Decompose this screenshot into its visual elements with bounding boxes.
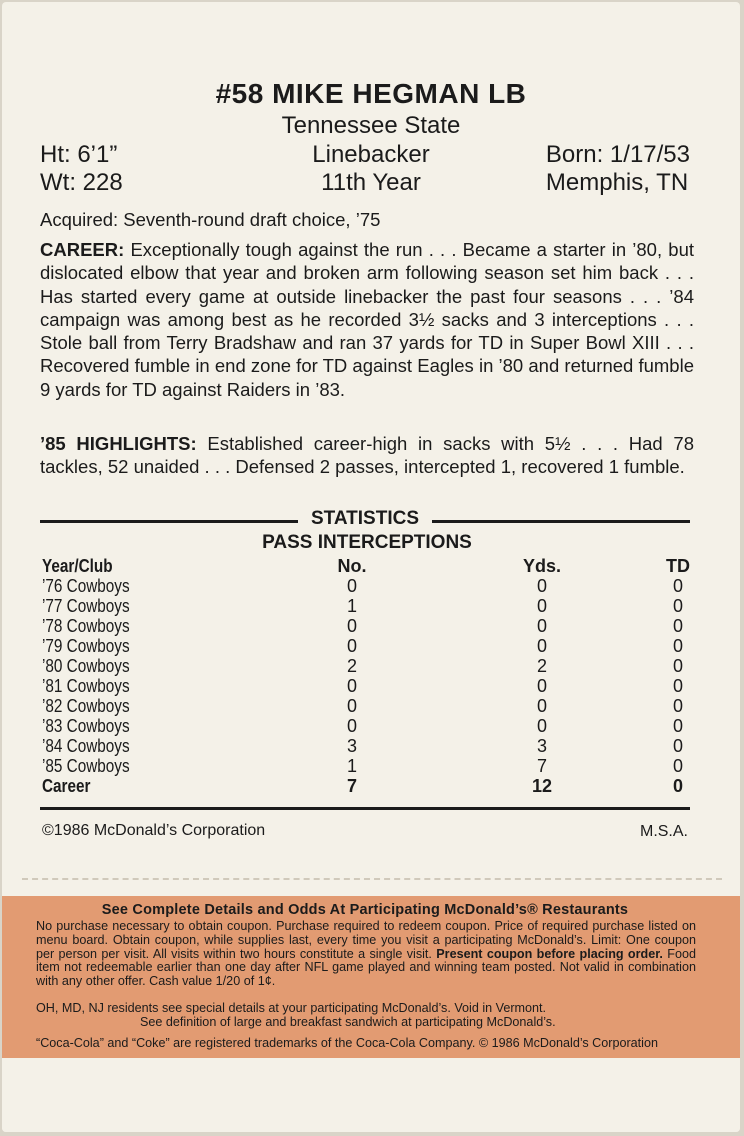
stats-row xyxy=(42,616,692,636)
highlights-label: ’85 HIGHLIGHTS: xyxy=(40,433,197,454)
stats-row xyxy=(42,756,692,776)
coupon-rules-2: Food item not redeemable earlier than one day after NFL game played and winning team posted. Not valid in combination with any other offer. Cash value 1/20 of 1¢. xyxy=(36,946,697,989)
yds-cell: 0 xyxy=(536,636,547,656)
coupon-panel xyxy=(2,896,740,1058)
year-club-cell: ’81 Cowboys xyxy=(42,676,130,696)
yds-cell: 0 xyxy=(536,676,547,696)
coupon-rules-bold: Present coupon before placing order. xyxy=(436,946,663,961)
acquired-text: Acquired: Seventh-round draft choice, ’75 xyxy=(40,209,381,230)
coupon-definition: See definition of large and breakfast sandwich at participating McDonald’s. xyxy=(140,1014,556,1029)
pass-interceptions-heading: PASS INTERCEPTIONS xyxy=(262,532,472,553)
card-bottom-margin xyxy=(2,1058,740,1132)
stats-row xyxy=(42,696,692,716)
stats-row xyxy=(42,656,692,676)
coupon-trademark: “Coca-Cola” and “Coke” are registered trademarks of the Coca-Cola Company. © 1986 McDonald’s Corporation xyxy=(36,1036,658,1050)
col-no: No. xyxy=(337,556,367,576)
player-title: #58 MIKE HEGMAN LB xyxy=(215,78,527,109)
position-label: Linebacker xyxy=(312,141,430,168)
height-label: Ht: 6’1” xyxy=(40,141,118,168)
career-text: Exceptionally tough against the run . . . Became a starter in ’80, but dislocated elbow that year and broken arm following season set him back . . . Has started every game at outside linebacker the past four seasons . . . ’84 campaign was among best as he recorded 3½ sacks and 3 interceptions . . . Stole ball from Terry Bradshaw and ran 37 yards for TD in Super Bowl XIII . . . Recovered fumble in end zone for TD against Eagles in ’80 and returned fumble 9 yards for TD against Raiders in ’83. xyxy=(40,239,694,400)
td-cell: 0 xyxy=(672,596,683,616)
no-cell: 0 xyxy=(346,676,357,696)
stats-row xyxy=(42,576,692,596)
career-td: 0 xyxy=(672,776,683,796)
stats-header-row xyxy=(42,556,692,576)
no-cell: 3 xyxy=(346,736,357,756)
stats-row xyxy=(42,736,692,756)
no-cell: 0 xyxy=(346,636,357,656)
born-label: Born: 1/17/53 xyxy=(545,141,690,168)
statistics-label: STATISTICS xyxy=(310,508,420,529)
td-cell: 0 xyxy=(672,656,683,676)
year-club-cell: ’83 Cowboys xyxy=(42,716,130,736)
yds-cell: 7 xyxy=(536,756,547,776)
stats-row xyxy=(42,636,692,656)
year-label: 11th Year xyxy=(321,169,421,196)
year-club-cell: ’77 Cowboys xyxy=(42,596,130,616)
td-cell: 0 xyxy=(672,716,683,736)
no-cell: 1 xyxy=(346,756,357,776)
col-year-club: Year/Club xyxy=(42,556,113,576)
career-cell: Career xyxy=(42,776,91,796)
highlights-paragraph xyxy=(40,432,694,479)
coupon-residents: OH, MD, NJ residents see special details at your participating McDonald’s. Void in Vermont. xyxy=(36,1001,547,1015)
no-cell: 0 xyxy=(346,696,357,716)
coupon-notes xyxy=(36,1002,696,1030)
career-paragraph xyxy=(40,238,694,401)
td-cell: 0 xyxy=(672,736,683,756)
td-cell: 0 xyxy=(672,636,683,656)
td-cell: 0 xyxy=(672,756,683,776)
perforation-line xyxy=(22,878,722,880)
yds-cell: 0 xyxy=(536,596,547,616)
trading-card-back xyxy=(2,2,740,1132)
col-td: TD xyxy=(666,556,690,576)
year-club-cell: ’85 Cowboys xyxy=(42,756,130,776)
hometown-label: Memphis, TN xyxy=(545,169,689,196)
career-yds: 12 xyxy=(531,776,553,796)
stats-rows xyxy=(42,576,692,776)
coupon-rules-1: No purchase necessary to obtain coupon. Purchase required to redeem coupon. Price of required purchase listed on menu board. Obtain coupon, while supplies last, every time you visit a participating McDonald’s. Limit: One coupon per person per visit. All visits within two hours constitute a single visit. xyxy=(36,919,696,961)
no-cell: 1 xyxy=(346,596,357,616)
year-club-cell: ’84 Cowboys xyxy=(42,736,130,756)
no-cell: 0 xyxy=(346,576,357,596)
col-yds: Yds. xyxy=(522,556,561,576)
year-club-cell: ’79 Cowboys xyxy=(42,636,130,656)
yds-cell: 0 xyxy=(536,716,547,736)
copyright-text: ©1986 McDonald’s Corporation xyxy=(42,822,266,839)
yds-cell: 2 xyxy=(536,656,547,676)
player-school: Tennessee State xyxy=(281,112,461,139)
weight-label: Wt: 228 xyxy=(40,169,123,196)
td-cell: 0 xyxy=(672,576,683,596)
td-cell: 0 xyxy=(672,616,683,636)
year-club-cell: ’76 Cowboys xyxy=(42,576,130,596)
stats-career-row xyxy=(42,776,692,796)
year-club-cell: ’82 Cowboys xyxy=(42,696,130,716)
statistics-heading xyxy=(40,508,690,534)
birth-info xyxy=(546,141,690,197)
coupon-rules xyxy=(36,920,696,989)
career-label: CAREER: xyxy=(40,239,125,260)
stats-row xyxy=(42,596,692,616)
no-cell: 0 xyxy=(346,716,357,736)
stats-bottom-rule xyxy=(40,807,690,810)
yds-cell: 0 xyxy=(536,576,547,596)
stats-row xyxy=(42,676,692,696)
rule-right xyxy=(432,520,690,523)
year-club-cell: ’78 Cowboys xyxy=(42,616,130,636)
stats-row xyxy=(42,716,692,736)
stats-table xyxy=(42,556,692,796)
yds-cell: 0 xyxy=(536,696,547,716)
highlights-text: Established career-high in sacks with 5½ . . . Had 78 tackles, 52 unaided . . . Defensed 2 passes, intercepted 1, recovered 1 fumble. xyxy=(40,433,695,478)
yds-cell: 0 xyxy=(536,616,547,636)
yds-cell: 3 xyxy=(536,736,547,756)
year-club-cell: ’80 Cowboys xyxy=(42,656,130,676)
msa-text: M.S.A. xyxy=(639,823,688,840)
career-no: 7 xyxy=(346,776,357,796)
td-cell: 0 xyxy=(672,676,683,696)
coupon-title: See Complete Details and Odds At Participating McDonald’s® Restaurants xyxy=(101,902,629,918)
td-cell: 0 xyxy=(672,696,683,716)
no-cell: 0 xyxy=(346,616,357,636)
no-cell: 2 xyxy=(346,656,357,676)
